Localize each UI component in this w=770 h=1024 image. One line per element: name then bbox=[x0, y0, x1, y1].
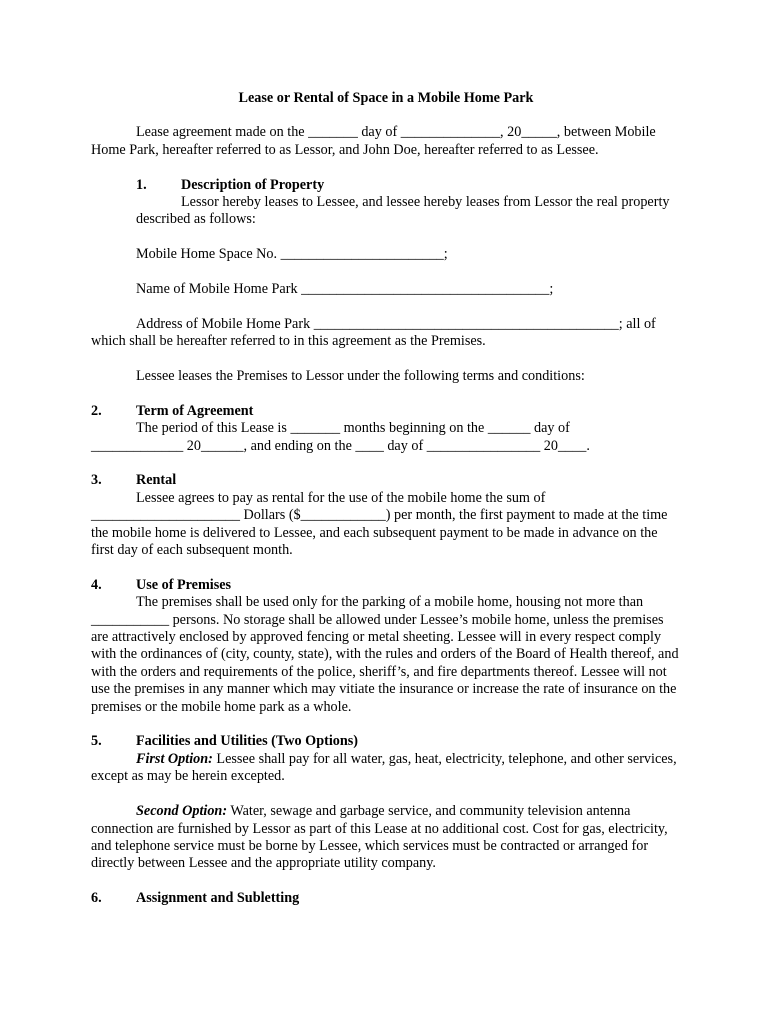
second-option-label: Second Option: bbox=[136, 803, 228, 820]
section-3-body: Lessee agrees to pay as rental for the use of the mobile home the sum of bbox=[136, 489, 546, 506]
section-3-body-continued: _____________________ Dollars ($____________) per month, the first payment to made at the time the mobile home is delivered to Lessee, and each subsequent payment to be made in advance on the first day of each subsequent month. bbox=[91, 507, 668, 559]
section-4-title: Use of Premises bbox=[136, 576, 232, 593]
section-2-body: The period of this Lease is _______ months beginning on the ______ day of bbox=[136, 420, 570, 437]
intro-paragraph: Lease agreement made on the _______ day of ______________, 20_____, between Mobile Home Park, hereafter referred to as Lessor, and John Doe, hereafter referred to as Lessee. bbox=[91, 124, 656, 158]
park-name-line: Name of Mobile Home Park ___________________________________; bbox=[136, 281, 554, 298]
section-6-heading bbox=[91, 890, 681, 907]
document-page bbox=[91, 90, 681, 908]
section-2-heading bbox=[91, 403, 681, 420]
section-4-body-continued: ___________ persons. No storage shall be allowed under Lessee’s mobile home, unless the premises are attractively enclosed by approved fencing or metal sheeting. Lessee will in every respect comply with the ordinances of (city, county, state), with the rules and orders of the Board of Health thereof, and with the orders and requirements of the police, sheriff’s, and fire departments thereof. Lessee will not use the premises in any manner which may vitiate the insurance or increase the rate of insurance on the premises or the mobile home park as a whole. bbox=[91, 611, 679, 715]
section-1-title: Description of Property bbox=[181, 176, 325, 193]
section-3-heading bbox=[91, 472, 681, 489]
section-4-number: 4. bbox=[91, 576, 102, 593]
section-1-body: Lessor hereby leases to Lessee, and lessee hereby leases from Lessor the real property described as follows: bbox=[136, 194, 670, 228]
section-5-number: 5. bbox=[91, 733, 102, 750]
section-6-number: 6. bbox=[91, 890, 102, 907]
section-2-number: 2. bbox=[91, 402, 102, 419]
section-5-heading bbox=[91, 733, 681, 750]
second-option-text: Water, sewage and garbage service, and community television antenna connection are furnished by Lessor as part of this Lease at no additional cost. Cost for gas, electricity, and telephone service must be borne by Lessee, which services must be contracted or arranged for directly between Lessee and the appropriate utility company. bbox=[91, 803, 668, 872]
section-4-body: The premises shall be used only for the parking of a mobile home, housing not more than bbox=[136, 594, 644, 611]
section-4-heading bbox=[91, 577, 681, 594]
section-1-heading bbox=[91, 177, 681, 194]
first-option-label: First Option: bbox=[136, 750, 213, 767]
space-number-line: Mobile Home Space No. _______________________; bbox=[136, 246, 448, 263]
section-2-body-continued: _____________ 20______, and ending on the ____ day of ________________ 20____. bbox=[91, 437, 590, 454]
section-3-title: Rental bbox=[136, 472, 177, 489]
lease-terms-intro: Lessee leases the Premises to Lessor under the following terms and conditions: bbox=[136, 368, 585, 385]
first-option-text: Lessee shall pay for all water, gas, heat, electricity, telephone, and other services, except as may be herein excepted. bbox=[91, 750, 677, 785]
document-title: Lease or Rental of Space in a Mobile Home Park bbox=[238, 90, 534, 106]
first-option-paragraph bbox=[91, 751, 681, 786]
section-3-number: 3. bbox=[91, 472, 102, 489]
second-option-paragraph bbox=[91, 803, 681, 873]
section-1-number: 1. bbox=[136, 176, 147, 193]
section-6-title: Assignment and Subletting bbox=[136, 890, 300, 907]
section-2-title: Term of Agreement bbox=[136, 402, 254, 419]
park-address-line: Address of Mobile Home Park ___________________________________________; all of which shall be hereafter referred to in this agreement as the Premises. bbox=[91, 315, 656, 350]
section-5-title: Facilities and Utilities (Two Options) bbox=[136, 733, 359, 750]
